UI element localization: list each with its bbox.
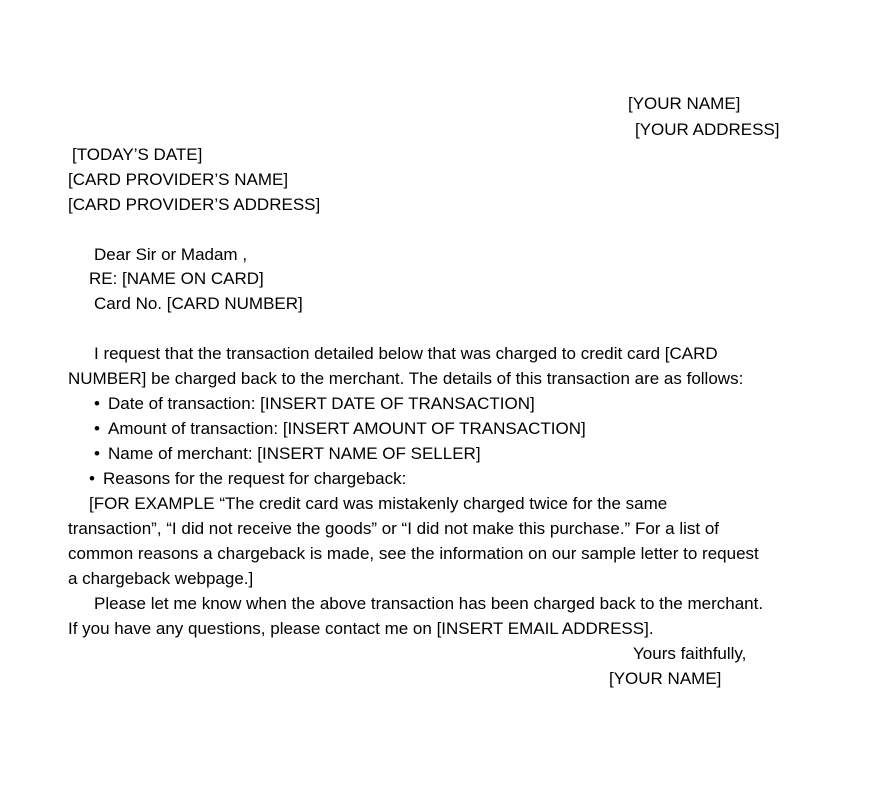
reference-card-number: Card No. [CARD NUMBER]	[94, 294, 303, 313]
signoff: Yours faithfully,	[633, 644, 747, 663]
bullet-item-date	[94, 394, 535, 414]
bullet-icon: •	[94, 419, 100, 438]
salutation: Dear Sir or Madam ,	[94, 245, 248, 264]
bullet-text: Name of merchant: [INSERT NAME OF SELLER]	[108, 444, 481, 463]
bullet-item-merchant	[94, 444, 481, 464]
bullet-icon: •	[89, 469, 95, 488]
intro-line-2: NUMBER] be charged back to the merchant. The details of this transaction are as follows:	[68, 369, 744, 388]
bullet-text: Date of transaction: [INSERT DATE OF TRANSACTION]	[108, 394, 535, 413]
bullet-icon: •	[94, 394, 100, 413]
letter-date: [TODAY’S DATE]	[72, 145, 203, 164]
closing-line-1: Please let me know when the above transaction has been charged back to the merchant.	[94, 594, 764, 613]
signature-name: [YOUR NAME]	[609, 669, 722, 688]
closing-line-2: If you have any questions, please contact me on [INSERT EMAIL ADDRESS].	[68, 619, 654, 638]
reference-re: RE: [NAME ON CARD]	[89, 269, 264, 288]
intro-line-1: I request that the transaction detailed below that was charged to credit card [CARD	[94, 344, 718, 363]
example-line-3: common reasons a chargeback is made, see the information on our sample letter to request	[68, 544, 759, 563]
example-line-4: a chargeback webpage.]	[68, 569, 254, 588]
example-line-1: [FOR EXAMPLE “The credit card was mistakenly charged twice for the same	[89, 494, 668, 513]
sender-address: [YOUR ADDRESS]	[635, 120, 780, 139]
bullet-item-amount	[94, 419, 586, 439]
example-line-2: transaction”, “I did not receive the goods” or “I did not make this purchase.” For a list of	[68, 519, 720, 538]
recipient-address: [CARD PROVIDER’S ADDRESS]	[68, 195, 321, 214]
bullet-item-reasons	[89, 469, 406, 489]
bullet-icon: •	[94, 444, 100, 463]
bullet-text: Reasons for the request for chargeback:	[103, 469, 407, 488]
bullet-text: Amount of transaction: [INSERT AMOUNT OF TRANSACTION]	[108, 419, 586, 438]
sender-name: [YOUR NAME]	[628, 94, 741, 113]
recipient-name: [CARD PROVIDER’S NAME]	[68, 170, 289, 189]
